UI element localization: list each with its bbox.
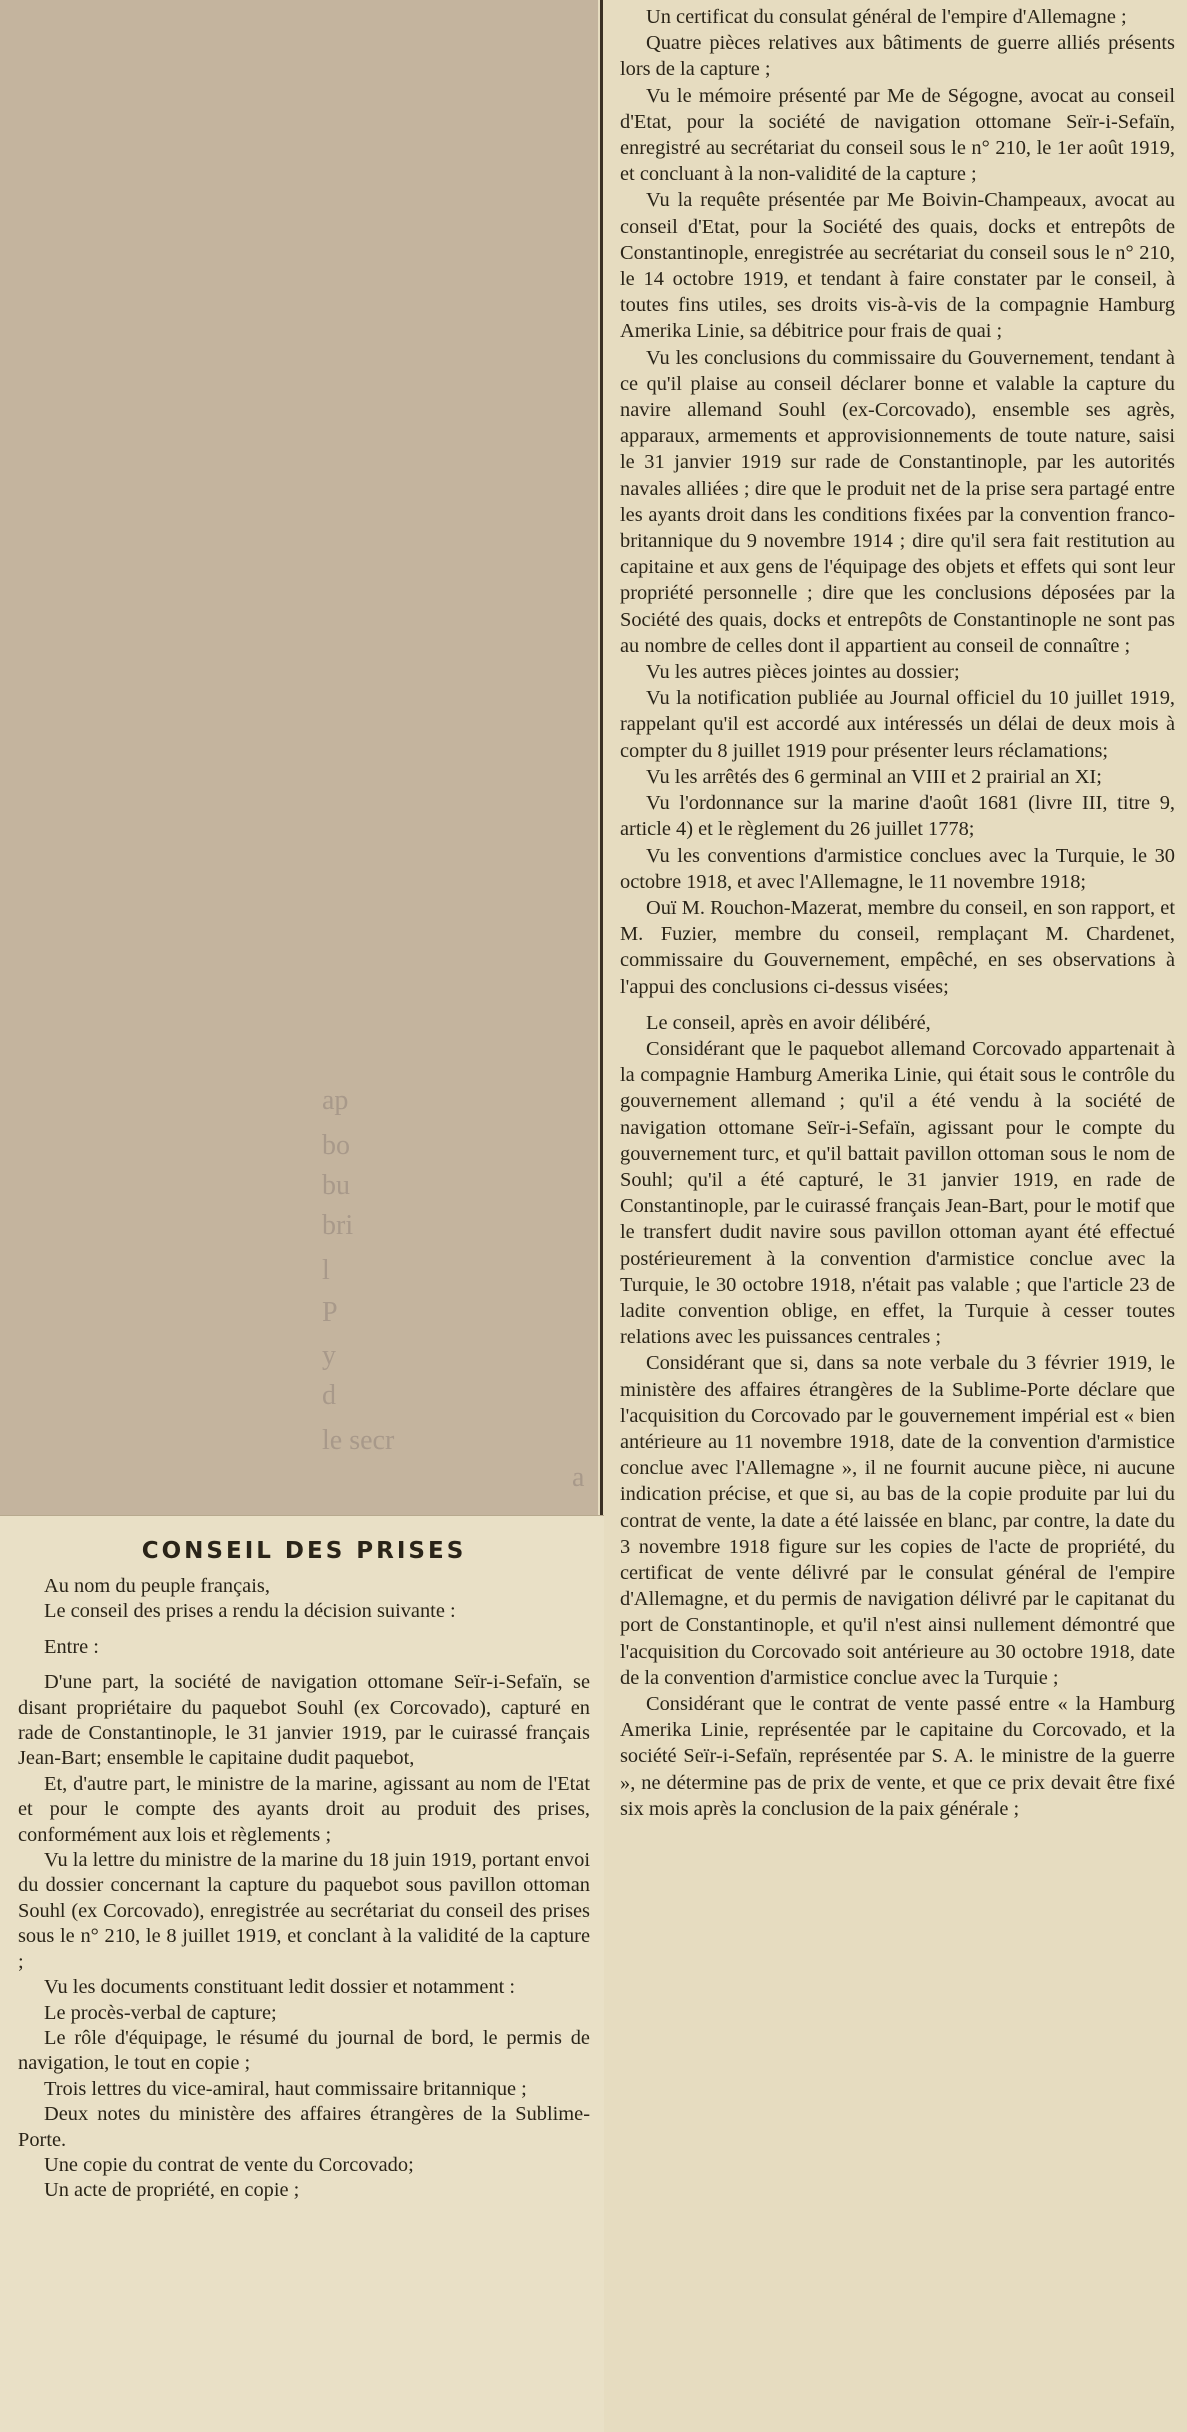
paragraph: Vu la notification publiée au Journal officiel du 10 juillet 1919, rappelant qu'il est accordé aux intéressés un délai de deux mois à compter du 8 juillet 1919 pour présenter leurs réclamations;: [620, 687, 1175, 762]
paragraph: Vu les arrêtés des 6 germinal an VIII et 2 prairial an XI;: [646, 765, 1102, 788]
paragraph: Et, d'autre part, le ministre de la marine, agissant au nom de l'Etat et pour le compte des ayants droit au produit des prises, conformément aux lois et règlements ;: [18, 1772, 590, 1846]
paragraph: Vu le mémoire présenté par Me de Ségogne, avocat au conseil d'Etat, pour la société de navigation ottomane Seïr-i-Sefaïn, enregistré au secrétariat du conseil sous le n° 210, le 1er août 1919, et concluant à la non-validité de la capture ;: [620, 84, 1175, 186]
paragraph: Le rôle d'équipage, le résumé du journal de bord, le permis de navigation, le tout en copie ;: [18, 2026, 590, 2075]
paragraph: Vu l'ordonnance sur la marine d'août 1681 (livre III, titre 9, article 4) et le règlement du 26 juillet 1778;: [620, 792, 1175, 841]
faded-fragment: a: [572, 1462, 585, 1493]
paragraph: Une copie du contrat de vente du Corcovado;: [44, 2153, 414, 2176]
paragraph: Vu les documents constituant ledit dossier et notamment :: [44, 1976, 516, 1999]
paragraph: Le procès-verbal de capture;: [44, 2001, 277, 2024]
paragraph: Considérant que le contrat de vente passé entre « la Hamburg Amerika Linie, représentée par le capitaine du Corcovado, et la société Seïr-i-Sefaïn, représentée par S. A. le ministre de la guerre », ne détermine pas de prix de vente, et que ce prix devait être fixé six mois après la conclusion de la paix générale ;: [620, 1693, 1175, 1820]
faded-fragment: d: [322, 1380, 336, 1411]
faded-fragment: bri: [322, 1210, 354, 1241]
faded-fragment: bo: [322, 1130, 350, 1161]
paragraph: Un certificat du consulat général de l'empire d'Allemagne ;: [646, 6, 1127, 28]
faded-fragment: l: [322, 1255, 330, 1286]
faded-fragment: P: [322, 1297, 338, 1328]
paragraph: Ouï M. Rouchon-Mazerat, membre du conseil, en son rapport, et M. Fuzier, membre du conseil, remplaçant M. Chardenet, commissaire du Gouvernement, empêché, en ses observations à l'appui des conclusions ci-dessus visées;: [620, 896, 1175, 998]
paragraph: Quatre pièces relatives aux bâtiments de guerre alliés présents lors de la capture ;: [620, 32, 1175, 81]
paragraph: D'une part, la société de navigation ottomane Seïr-i-Sefaïn, se disant propriétaire du paquebot Souhl (ex Corcovado), capturé en rade de Constantinople, le 31 janvier 1919, par le cuirassé français Jean-Bart; ensemble le capitaine dudit paquebot,: [18, 1671, 590, 1770]
faded-fragment: y: [322, 1340, 336, 1371]
paragraph: Vu les autres pièces jointes au dossier;: [646, 661, 960, 684]
paragraph: Considérant que le paquebot allemand Corcovado appartenait à la compagnie Hamburg Amerika Linie, qui était sous le contrôle du gouvernement allemand ; qu'il a été vendu à la société de navigation ottomane Seïr-i-Sefaïn, agissant pour le compte du gouvernement turc, et qu'il battait pavillon ottoman sous le nom de Souhl; qu'il a été capturé, le 31 janvier 1919, en rade de Constantinople, par le cuirassé français Jean-Bart, pour le motif que le transfert dudit navire sous pavillon ottoman ayant été effectué postérieurement à la convention d'armistice conclue avec la Turquie, le 30 octobre 1918, n'était pas valable ; que l'article 23 de ladite convention oblige, en effet, la Turquie à cesser toutes relations avec les puissances centrales ;: [620, 1037, 1175, 1349]
paragraph: Le conseil, après en avoir délibéré,: [646, 1011, 931, 1034]
faded-fragment: bu: [322, 1170, 350, 1201]
paragraph: Au nom du peuple français,: [44, 1575, 270, 1597]
paragraph: Vu les conclusions du commissaire du Gouvernement, tendant à ce qu'il plaise au conseil déclarer bonne et valable la capture du navire allemand Souhl (ex-Corcovado), ensemble ses agrès, apparaux, armements et approvisionnements de toute nature, saisi le 31 janvier 1919 sur rade de Constantinople, par les autorités navales alliées ; dire que le produit net de la prise sera partagé entre les ayants droit dans les conditions fixées par la convention franco-britannique du 9 novembre 1914 ; dire qu'il sera fait restitution au capitaine et aux gens de l'équipage des objets et effets qui sont leur propriété personnelle ; dire que les conclusions déposées par la Société des quais, docks et entrepôts de Constantinople ne sont pas au nombre de celles dont il appartient au conseil de connaître ;: [620, 346, 1175, 657]
section-heading: CONSEIL DES PRISES: [141, 1538, 467, 1564]
paragraph: Vu la lettre du ministre de la marine du 18 juin 1919, portant envoi du dossier concernant la capture du paquebot sous pavillon ottoman Souhl (ex Corcovado), enregistrée au secrétariat du conseil des prises sous le n° 210, le 8 juillet 1919, et conclant à la validité de la capture ;: [18, 1849, 590, 1973]
faded-fragment: le secr: [322, 1425, 395, 1456]
paragraph: Deux notes du ministère des affaires étrangères de la Sublime-Porte.: [18, 2103, 590, 2151]
paragraph: Le conseil des prises a rendu la décision suivante :: [44, 1600, 456, 1623]
paragraph: Trois lettres du vice-amiral, haut commissaire britannique ;: [44, 2077, 527, 2100]
left-column: [0, 1515, 604, 2432]
paragraph: Considérant que si, dans sa note verbale du 3 février 1919, le ministère des affaires étrangères de la Sublime-Porte déclare que l'acquisition du Corcovado par le gouvernement impérial est « bien antérieure au 11 novembre 1918, date de la convention d'armistice conclue avec l'Allemagne », il ne fournit aucune pièce, ni aucune indication précise, et que si, au bas de la copie produite par lui du contrat de vente, la date a été laissée en blanc, par contre, la date du 3 novembre 1918 figure sur les copies de l'acte de propriété, du certificat de vente délivré par le consulat général de l'empire d'Allemagne, et du permis de navigation délivré par le capitanat du port de Constantinople, et qu'il n'est ainsi nullement démontré que l'acquisition du Corcovado soit antérieure au 30 octobre 1918, date de la convention d'armistice conclue avec la Turquie ;: [620, 1352, 1175, 1689]
blank-left-area: [0, 0, 598, 1515]
paragraph: Vu la requête présentée par Me Boivin-Champeaux, avocat au conseil d'Etat, pour la Société des quais, docks et entrepôts de Constantinople, enregistrée au secrétariat du conseil sous le n° 210, le 14 octobre 1919, et tendant à faire constater par le conseil, à toutes fins utiles, ses droits vis-à-vis de la compagnie Hamburg Amerika Linie, sa débitrice pour frais de quai ;: [620, 189, 1175, 343]
paragraph: Vu les conventions d'armistice conclues avec la Turquie, le 30 octobre 1918, et avec l'Allemagne, le 11 novembre 1918;: [620, 844, 1175, 893]
right-column: [610, 0, 1175, 2432]
paragraph: Un acte de propriété, en copie ;: [44, 2179, 300, 2202]
paragraph: Entre :: [44, 1635, 99, 1658]
faded-fragment: ap: [322, 1085, 349, 1116]
